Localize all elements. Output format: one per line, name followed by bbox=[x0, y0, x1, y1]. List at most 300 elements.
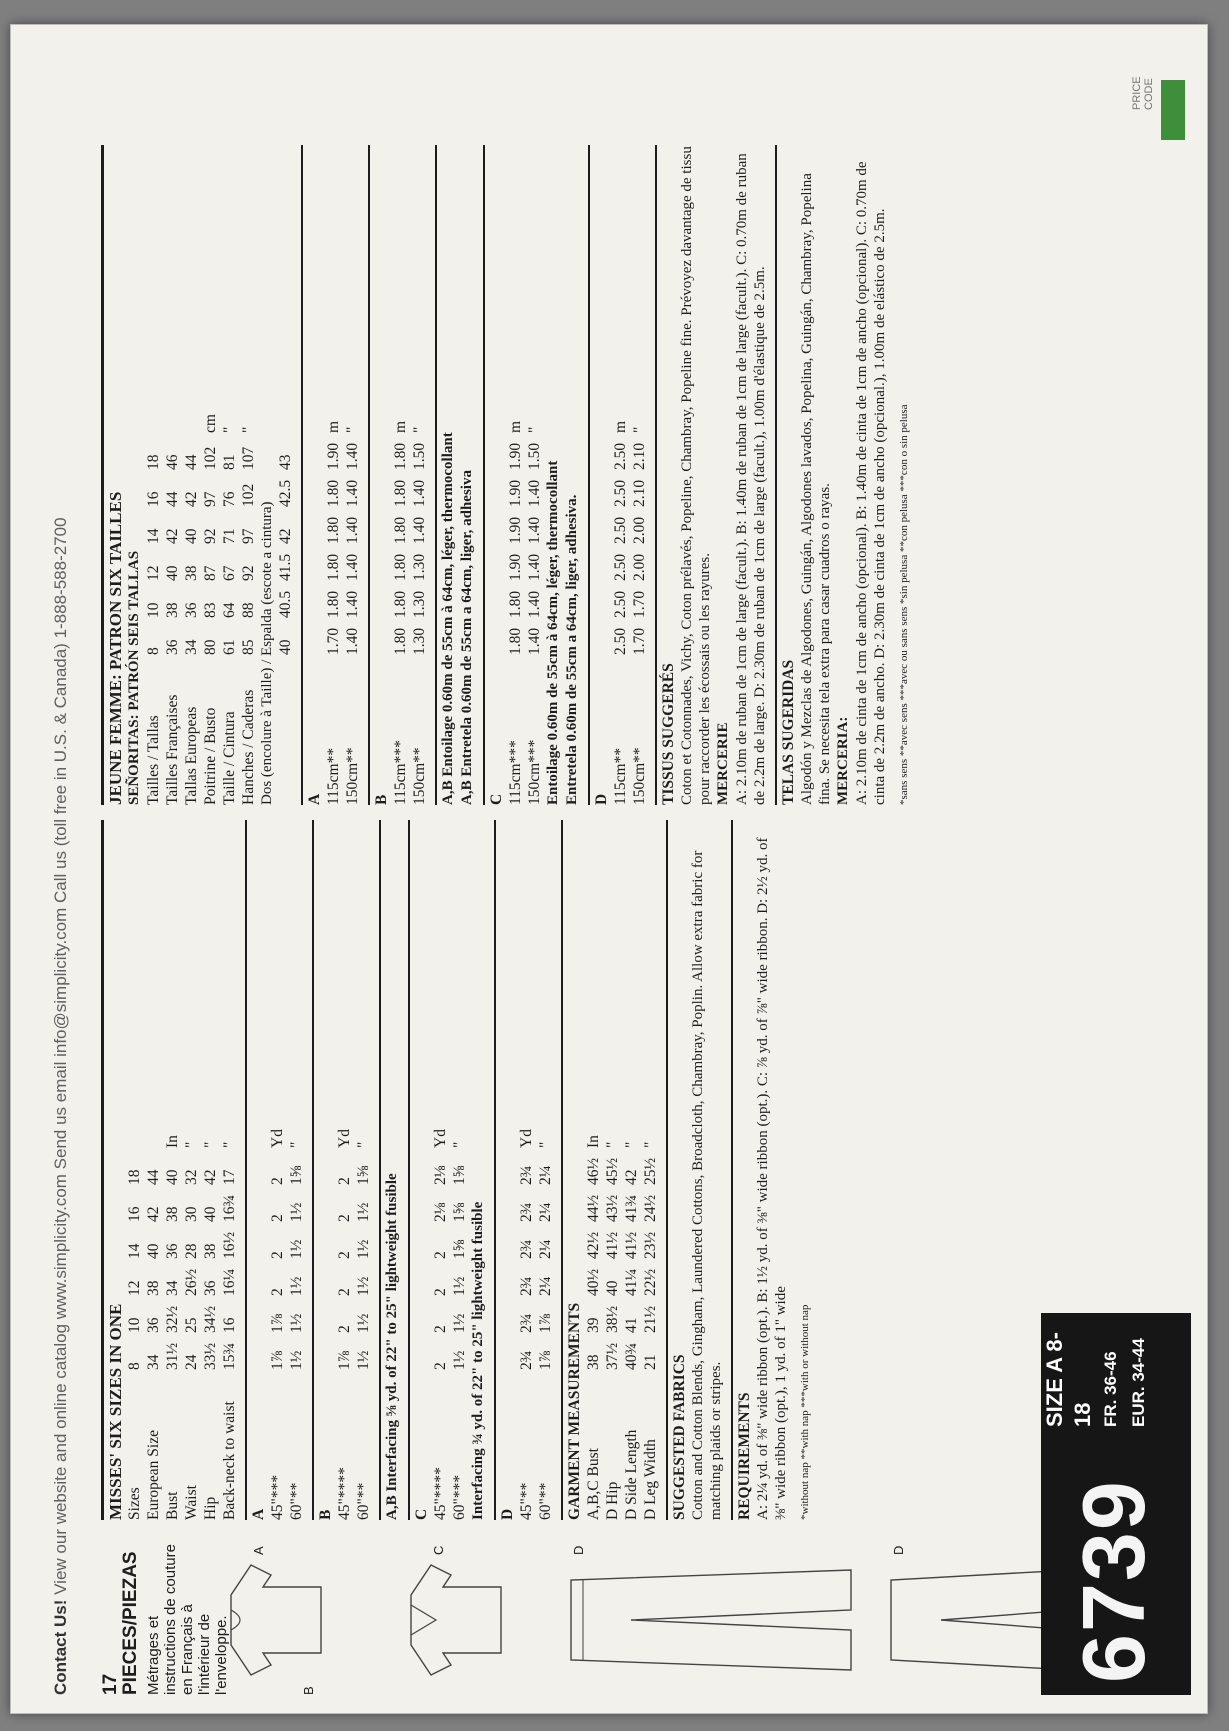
jeune-yardage-c bbox=[483, 145, 544, 805]
jeune-yardage-row-label: 115cm** bbox=[325, 747, 342, 805]
misses-yardage-cell: 2 bbox=[336, 1214, 353, 1222]
jeune-yardage-cell: 2.00 bbox=[631, 553, 648, 581]
c-entoilage: Entoilage 0.60m de 55cm à 64cm, léger, thermocollant bbox=[545, 460, 561, 805]
misses-yardage-cell: 1½ bbox=[355, 1202, 372, 1222]
misses-yardage-cell: 2¾ bbox=[518, 1165, 535, 1185]
misses-body-cell: 34½ bbox=[202, 1305, 219, 1333]
misses-body-row bbox=[125, 820, 144, 1520]
misses-body-row-label: Waist bbox=[183, 1485, 200, 1520]
misses-yardage-cell: 1½ bbox=[451, 1313, 468, 1333]
jeune-yardage-cell: 1.40 bbox=[526, 553, 543, 581]
misses-title: MISSES' SIX SIZES IN ONE bbox=[101, 820, 125, 1520]
ab-entretela: A,B Entretela 0.60m de 55cm a 64cm, liger, adhesiva bbox=[459, 470, 475, 805]
pieces-count: 17 PIECES/PIEZAS bbox=[100, 1551, 141, 1695]
jeune-yardage-cell: 2.10 bbox=[631, 479, 648, 507]
misses-yardage-cell: 2¼ bbox=[537, 1165, 554, 1185]
misses-yardage-cell: 1½ bbox=[451, 1350, 468, 1370]
misses-yardage-cell: 2 bbox=[336, 1251, 353, 1259]
jeune-body-cell: 61 bbox=[221, 639, 238, 655]
jeune-yardage-row bbox=[630, 145, 649, 805]
jeune-column bbox=[101, 145, 914, 805]
misses-yardage-row-label: 45"**** bbox=[432, 1467, 449, 1520]
misses-yardage-row bbox=[335, 820, 354, 1520]
tissus-title: TISSUS SUGGERÉS bbox=[655, 145, 678, 805]
misses-yardage-cell: 1½ bbox=[288, 1239, 305, 1259]
view-label-a: A bbox=[251, 1546, 266, 1555]
misses-body-cell: 38 bbox=[164, 1206, 181, 1222]
dos-cell: 42.5 bbox=[277, 479, 294, 507]
misses-body-unit: " bbox=[202, 1141, 219, 1148]
misses-body-cell: 10 bbox=[126, 1317, 143, 1333]
misses-yardage-row-label: 60"** bbox=[288, 1482, 305, 1520]
jeune-yardage bbox=[301, 145, 429, 805]
jeune-yardage-row bbox=[525, 145, 544, 805]
jeune-yardage-row-label: 150cm*** bbox=[526, 739, 543, 805]
misses-yardage-cell: 1½ bbox=[288, 1350, 305, 1370]
misses-yardage-cell: 1½ bbox=[355, 1239, 372, 1259]
telas-text: Algodón y Mezclas de Algodones, Guingán, Algodones lavados, Popelina, Guingán, Chambray, Popelina fina. Se necesita tela extra para casar cuadros o rayas. bbox=[799, 173, 833, 805]
fabrics-title: SUGGESTED FABRICS bbox=[666, 820, 689, 1520]
jeune-body-cell: 76 bbox=[221, 491, 238, 507]
garment-cell: 25½ bbox=[642, 1157, 659, 1185]
misses-body-unit: " bbox=[183, 1141, 200, 1148]
jeune-body-cell: 64 bbox=[221, 602, 238, 618]
jeune-body-cell: 18 bbox=[145, 454, 162, 470]
misses-body-row bbox=[220, 820, 239, 1520]
jeune-body-row-label: Tailles Françaises bbox=[164, 694, 181, 805]
garment-cell: 22½ bbox=[642, 1268, 659, 1296]
misses-yardage-cell: 2¼ bbox=[537, 1276, 554, 1296]
pattern-number: 6739 bbox=[1064, 1479, 1163, 1683]
misses-body-unit: In bbox=[164, 1135, 181, 1148]
misses-body-row bbox=[144, 820, 163, 1520]
rotated-sheet bbox=[51, 45, 1201, 1695]
jeune-yardage-row bbox=[343, 145, 362, 805]
jeune-yardage-view-label: A bbox=[301, 145, 324, 805]
jeune-yardage-unit: m bbox=[325, 420, 342, 433]
jeune-yardage-cell: 1.80 bbox=[325, 590, 342, 618]
misses-yardage-cell: 2⅛ bbox=[432, 1165, 449, 1185]
garment-cell: 46½ bbox=[585, 1157, 602, 1185]
jeune-yardage-row bbox=[324, 145, 343, 805]
jeune-yardage-cell: 1.30 bbox=[411, 627, 428, 655]
jeune-yardage-cell: 1.70 bbox=[325, 627, 342, 655]
misses-yardage-cell: 2¼ bbox=[537, 1202, 554, 1222]
garment-cell: 41½ bbox=[623, 1231, 640, 1259]
jeune-body-cell: 92 bbox=[202, 528, 219, 544]
jeune-yardage-row-label: 150cm** bbox=[411, 747, 428, 805]
misses-body-cell: 36 bbox=[145, 1317, 162, 1333]
misses-body-cell: 40 bbox=[202, 1206, 219, 1222]
misses-body-cell: 16½ bbox=[221, 1231, 238, 1259]
jeune-yardage-cell: 1.80 bbox=[392, 590, 409, 618]
requirements-title: REQUIREMENTS bbox=[731, 820, 754, 1520]
misses-yardage-cell: 1⅞ bbox=[269, 1350, 286, 1370]
jeune-yardage-cell: 1.70 bbox=[631, 627, 648, 655]
garment-title: GARMENT MEASUREMENTS bbox=[561, 820, 584, 1520]
garment-cell: 40¾ bbox=[623, 1342, 640, 1370]
garment-cell: 21½ bbox=[642, 1305, 659, 1333]
misses-yardage-row bbox=[536, 820, 555, 1520]
misses-body-cell: 40 bbox=[164, 1169, 181, 1185]
misses-yardage-row-label: 60"*** bbox=[451, 1474, 468, 1520]
misses-yardage-cell: 2 bbox=[336, 1325, 353, 1333]
misses-yardage-cell: 1⅞ bbox=[336, 1350, 353, 1370]
misses-yardage-cell: 1½ bbox=[451, 1276, 468, 1296]
misses-yardage-cell: 1⅝ bbox=[355, 1165, 372, 1185]
garment-cell: 38 bbox=[585, 1354, 602, 1370]
jeune-body-cell: 38 bbox=[164, 602, 181, 618]
jeune-body-cell: 107 bbox=[240, 446, 257, 470]
dos-cell: 43 bbox=[277, 454, 294, 470]
garment-unit: " bbox=[642, 1141, 659, 1148]
misses-yardage-cell: 2¾ bbox=[518, 1313, 535, 1333]
misses-footnote: *without nap **with nap ***with or without nap bbox=[799, 1304, 811, 1520]
jeune-body-cell: 14 bbox=[145, 528, 162, 544]
misses-body-cell: 40 bbox=[145, 1243, 162, 1259]
misses-body-cell: 36 bbox=[164, 1243, 181, 1259]
jeune-body-unit bbox=[182, 403, 201, 433]
jeune-yardage-cell: 1.40 bbox=[526, 590, 543, 618]
dos-cell: 41.5 bbox=[277, 553, 294, 581]
jeune-yardage-cell: 1.80 bbox=[392, 627, 409, 655]
pants-view-d-illustration bbox=[561, 1560, 861, 1680]
jeune-yardage-cell: 1.80 bbox=[507, 627, 524, 655]
top-view-c-illustration bbox=[401, 1555, 511, 1685]
misses-yardage-unit: " bbox=[355, 1141, 372, 1148]
garment-row-label: A,B,C Bust bbox=[585, 1448, 602, 1520]
jeune-yardage-cell: 1.40 bbox=[526, 516, 543, 544]
misses-yardage-row-label: 45"*** bbox=[269, 1474, 286, 1520]
jeune-body-cell: 42 bbox=[164, 528, 181, 544]
jeune-yardage-cell: 1.80 bbox=[392, 479, 409, 507]
jeune-yardage-cell: 1.30 bbox=[411, 553, 428, 581]
misses-yardage-cell: 2 bbox=[336, 1288, 353, 1296]
jeune-yardage-cell: 1.40 bbox=[344, 553, 361, 581]
garment-cell: 40 bbox=[604, 1280, 621, 1296]
size-label: SIZE A 8-18 bbox=[1042, 1332, 1095, 1427]
jeune-body-cell: 36 bbox=[164, 639, 181, 655]
misses-yardage-view-label: A bbox=[245, 820, 268, 1520]
view-label-d: D bbox=[571, 1545, 586, 1555]
misses-yardage-row bbox=[450, 820, 469, 1520]
misses-yardage-cell: 1⅞ bbox=[537, 1350, 554, 1370]
misses-yardage-cell: 1⅝ bbox=[451, 1202, 468, 1222]
misses-body-unit bbox=[144, 1118, 163, 1148]
misses-yardage-cell: 2¾ bbox=[518, 1276, 535, 1296]
jeune-body-cell: 80 bbox=[202, 639, 219, 655]
misses-yardage-cell: 1⅝ bbox=[451, 1239, 468, 1259]
requirements-text: A: 2¼ yd. of ⅜" wide ribbon (opt.). B: 1½ yd. of ⅜" wide ribbon (opt.). C: ⅞ yd. of ⅞" wide ribbon. D: 2½ yd. of ⅜" wide ribbon (opt.), 1 yd. of 1" wide bbox=[755, 837, 789, 1520]
misses-body-cell: 24 bbox=[183, 1354, 200, 1370]
misses-body-cell: 17 bbox=[221, 1169, 238, 1185]
garment-row bbox=[641, 820, 660, 1520]
mercerie-text: A: 2.10m de ruban de 1cm de large (facult.). B: 1.40m de ruban de 1cm de large (facult.). C: 0.70m de ruban de 2.2m de large. D: 2.30m de ruban de 1cm de large (facult.), 1.00m d'élastique de 2.5m. bbox=[734, 153, 768, 805]
jeune-yardage-cell: 2.10 bbox=[631, 442, 648, 470]
jeune-yardage-cell: 1.80 bbox=[392, 516, 409, 544]
garment-cell: 39 bbox=[585, 1317, 602, 1333]
misses-yardage-row bbox=[517, 820, 536, 1520]
ab-interfacing: A,B Interfacing ⅝ yd. of 22" to 25" lightweight fusible bbox=[379, 820, 402, 1520]
misses-yardage-cell: 2 bbox=[269, 1177, 286, 1185]
jeune-yardage-cell: 1.40 bbox=[344, 590, 361, 618]
jeune-body-cell: 44 bbox=[164, 491, 181, 507]
misses-body-cell: 31½ bbox=[164, 1342, 181, 1370]
jeune-body-row-label: Taille / Cintura bbox=[221, 711, 238, 805]
jeune-yardage-cell: 1.40 bbox=[344, 516, 361, 544]
jeune-body-cell: 16 bbox=[145, 491, 162, 507]
garment-cell: 43½ bbox=[604, 1194, 621, 1222]
jeune-yardage-cell: 1.50 bbox=[411, 442, 428, 470]
jeune-yardage-cell: 1.40 bbox=[411, 516, 428, 544]
jeune-body-row-label: Hanches / Caderas bbox=[240, 689, 257, 805]
misses-yardage-row bbox=[431, 820, 450, 1520]
jeune-yardage-cell: 1.70 bbox=[631, 590, 648, 618]
jeune-yardage-cell: 2.50 bbox=[612, 442, 629, 470]
misses-body-cell: 8 bbox=[126, 1362, 143, 1370]
garment-unit: In bbox=[585, 1135, 602, 1148]
misses-body-row bbox=[201, 820, 220, 1520]
misses-body-cell: 42 bbox=[145, 1206, 162, 1222]
garment-row bbox=[622, 820, 641, 1520]
jeune-body-unit bbox=[144, 403, 163, 433]
jeune-yardage-cell: 2.50 bbox=[612, 627, 629, 655]
misses-body-cell: 14 bbox=[126, 1243, 143, 1259]
misses-column bbox=[101, 820, 815, 1520]
misses-yardage-cell: 2¾ bbox=[518, 1202, 535, 1222]
jeune-body-cell: 44 bbox=[183, 454, 200, 470]
misses-body-row bbox=[182, 820, 201, 1520]
misses-yardage-cell: 1⅝ bbox=[288, 1165, 305, 1185]
misses-yardage-unit: " bbox=[451, 1141, 468, 1148]
jeune-yardage-cell: 1.80 bbox=[325, 516, 342, 544]
c-interfacing: Interfacing ¾ yd. of 22" to 25" lightweight fusible bbox=[470, 1201, 486, 1520]
ab-entoilage: A,B Entoilage 0.60m de 55cm à 64cm, léger, thermocollant bbox=[435, 145, 458, 805]
misses-yardage-row-label: 45"**** bbox=[336, 1467, 353, 1520]
garment-cell: 41 bbox=[623, 1317, 640, 1333]
garment-unit: " bbox=[604, 1141, 621, 1148]
jeune-yardage-cell: 1.90 bbox=[507, 553, 524, 581]
jeune-yardage-unit: " bbox=[526, 426, 543, 433]
jeune-body-row-label: Tailles / Tallas bbox=[145, 715, 162, 805]
jeune-yardage-cell: 1.80 bbox=[325, 553, 342, 581]
jeune-body-row bbox=[239, 145, 258, 805]
misses-body-cell: 15¾ bbox=[221, 1342, 238, 1370]
contact-bar bbox=[51, 45, 81, 1695]
jeune-yardage-cell: 1.30 bbox=[411, 590, 428, 618]
misses-yardage-cell: 1⅝ bbox=[451, 1165, 468, 1185]
jeune-yardage-unit: " bbox=[344, 426, 361, 433]
misses-body-unit bbox=[125, 1118, 144, 1148]
misses-body-cell: 32½ bbox=[164, 1305, 181, 1333]
jeune-body-unit: " bbox=[221, 426, 238, 433]
misses-body-row-label: Hip bbox=[202, 1496, 219, 1520]
misses-yardage-cell: 2¼ bbox=[537, 1239, 554, 1259]
misses-body-row-label: Sizes bbox=[126, 1487, 143, 1520]
jeune-yardage-unit: " bbox=[631, 426, 648, 433]
misses-yardage-cell: 2 bbox=[336, 1177, 353, 1185]
jeune-yardage-cell: 2.00 bbox=[631, 516, 648, 544]
dos-cell: 42 bbox=[277, 528, 294, 544]
fabrics-text: Cotton and Cotton Blends, Gingham, Laundered Cottons, Broadcloth, Chambray, Poplin. Allow extra fabric for matching plaids or stripes. bbox=[690, 850, 724, 1520]
misses-yardage-d bbox=[494, 820, 555, 1520]
jeune-yardage-row-label: 150cm** bbox=[344, 747, 361, 805]
garment-row-label: D Leg Width bbox=[642, 1439, 659, 1520]
misses-yardage bbox=[245, 820, 373, 1520]
c-entretela: Entretela 0.60m de 55cm a 64cm, liger, adhesiva. bbox=[564, 494, 580, 805]
misses-body-cell: 25 bbox=[183, 1317, 200, 1333]
fr-size: FR. 36-46 bbox=[1101, 1351, 1120, 1427]
jeune-yardage-cell: 1.40 bbox=[526, 627, 543, 655]
garment-cell: 44½ bbox=[585, 1194, 602, 1222]
jeune-body-unit bbox=[163, 403, 182, 433]
jeune-yardage-cell: 1.50 bbox=[526, 442, 543, 470]
jeune-body-cell: 92 bbox=[240, 565, 257, 581]
jeune-yardage-cell: 1.90 bbox=[507, 479, 524, 507]
senoritas-title: SEÑORITAS: PATRÓN SEIS TALLAS bbox=[126, 550, 142, 805]
jeune-yardage-cell: 1.80 bbox=[392, 442, 409, 470]
jeune-body-row bbox=[220, 145, 239, 805]
jeune-body-cell: 97 bbox=[240, 528, 257, 544]
jeune-body-cell: 34 bbox=[183, 639, 200, 655]
misses-body-cell: 16¾ bbox=[221, 1194, 238, 1222]
contact-text: View our website and online catalog www.simplicity.com Send us email info@simplicity.com Call us (toll free in U.S. & Canada) 1-888-588-2700 bbox=[51, 517, 70, 1595]
garment-cell: 41¼ bbox=[623, 1268, 640, 1296]
garment-cell: 40½ bbox=[585, 1268, 602, 1296]
misses-body-row bbox=[163, 820, 182, 1520]
misses-yardage-row-label: 60"** bbox=[355, 1482, 372, 1520]
view-label-b: B bbox=[301, 1686, 316, 1695]
misses-yardage-row bbox=[268, 820, 287, 1520]
misses-yardage-c bbox=[408, 820, 469, 1520]
jeune-body-cell: 67 bbox=[221, 565, 238, 581]
jeune-yardage-row bbox=[391, 145, 410, 805]
jeune-body-cell: 8 bbox=[145, 647, 162, 655]
dos-row bbox=[276, 145, 295, 805]
misses-yardage-cell: 2 bbox=[432, 1288, 449, 1296]
jeune-yardage-cell: 2.50 bbox=[612, 590, 629, 618]
garment-cell: 23½ bbox=[642, 1231, 659, 1259]
misses-yardage-row-label: 45"** bbox=[518, 1482, 535, 1520]
jeune-yardage-cell: 1.80 bbox=[392, 553, 409, 581]
dos-cell: 40 bbox=[277, 639, 294, 655]
view-label-c: C bbox=[431, 1545, 446, 1555]
garment-row-label: D Hip bbox=[604, 1481, 621, 1520]
jeune-body-row bbox=[163, 145, 182, 805]
dos-cell: 40.5 bbox=[277, 590, 294, 618]
misses-yardage-row bbox=[287, 820, 306, 1520]
misses-body-cell: 30 bbox=[183, 1206, 200, 1222]
price-code: PRICE CODE bbox=[1131, 76, 1155, 110]
misses-yardage-cell: 1½ bbox=[355, 1313, 372, 1333]
misses-yardage-unit: " bbox=[537, 1141, 554, 1148]
top-view-a-illustration bbox=[221, 1555, 331, 1685]
misses-body-row-label: Back-neck to waist bbox=[221, 1401, 238, 1520]
view-label-d2: D bbox=[891, 1545, 906, 1555]
jeune-body-cell: 46 bbox=[164, 454, 181, 470]
misses-yardage-unit: Yd bbox=[518, 1129, 535, 1148]
misses-yardage-view-label: C bbox=[408, 820, 431, 1520]
misses-yardage-cell: 1⅞ bbox=[269, 1313, 286, 1333]
jeune-yardage-cell: 2.50 bbox=[612, 553, 629, 581]
misses-yardage-cell: 1½ bbox=[288, 1202, 305, 1222]
misses-yardage-view-label: B bbox=[312, 820, 335, 1520]
garment-cell: 41¾ bbox=[623, 1194, 640, 1222]
telas-title: TELAS SUGERIDAS bbox=[775, 145, 798, 805]
misses-yardage-cell: 2⅛ bbox=[432, 1202, 449, 1222]
misses-body-cell: 12 bbox=[126, 1280, 143, 1296]
dos-values bbox=[276, 145, 295, 805]
jeune-yardage-cell: 2.50 bbox=[612, 516, 629, 544]
misses-body-cell: 28 bbox=[183, 1243, 200, 1259]
size-box bbox=[1041, 1313, 1191, 1433]
jeune-body-cell: 83 bbox=[202, 602, 219, 618]
jeune-yardage-cell: 1.80 bbox=[507, 590, 524, 618]
garment-cell: 21 bbox=[642, 1354, 659, 1370]
garment-table bbox=[584, 820, 660, 1520]
jeune-body-cell: 10 bbox=[145, 602, 162, 618]
misses-yardage-cell: 2 bbox=[269, 1214, 286, 1222]
misses-body-table bbox=[125, 820, 239, 1520]
misses-yardage-cell: 1½ bbox=[355, 1350, 372, 1370]
jeune-yardage-view-label: B bbox=[368, 145, 391, 805]
misses-body-row-label: European Size bbox=[145, 1430, 162, 1520]
misses-body-row-label: Bust bbox=[164, 1491, 181, 1520]
jeune-yardage-cell: 1.40 bbox=[411, 479, 428, 507]
garment-cell: 42 bbox=[623, 1169, 640, 1185]
jeune-body-cell: 38 bbox=[183, 565, 200, 581]
garment-row bbox=[603, 820, 622, 1520]
pattern-number-box bbox=[1041, 1425, 1191, 1695]
tissus-text: Coton et Cotonnades, Vichy, Coton prélavés, Popeline, Chambray, Popeline fine. Prévoyez davantage de tissu pour raccorder les écossais ou les rayures. bbox=[679, 146, 713, 805]
jeune-yardage-row-label: 115cm*** bbox=[392, 740, 409, 805]
misses-yardage-cell: 1½ bbox=[288, 1313, 305, 1333]
misses-yardage-row bbox=[354, 820, 373, 1520]
misses-body-cell: 32 bbox=[183, 1169, 200, 1185]
brand-logo bbox=[1161, 80, 1185, 140]
jeune-body-cell: 40 bbox=[164, 565, 181, 581]
misses-body-cell: 26½ bbox=[183, 1268, 200, 1296]
jeune-body-cell: 102 bbox=[240, 483, 257, 507]
garment-cell: 37½ bbox=[604, 1342, 621, 1370]
jeune-yardage-cell: 2.50 bbox=[612, 479, 629, 507]
misses-body-cell: 16 bbox=[126, 1206, 143, 1222]
garment-cell: 38½ bbox=[604, 1305, 621, 1333]
misses-body-cell: 33½ bbox=[202, 1342, 219, 1370]
jeune-body-row-label: Poitrine / Busto bbox=[202, 707, 219, 805]
misses-yardage-cell: 2¾ bbox=[518, 1350, 535, 1370]
misses-body-cell: 18 bbox=[126, 1169, 143, 1185]
misses-yardage-row-label: 60"** bbox=[537, 1482, 554, 1520]
misses-yardage-view-label: D bbox=[494, 820, 517, 1520]
garment-cell: 24½ bbox=[642, 1194, 659, 1222]
jeune-yardage-unit: m bbox=[392, 420, 409, 433]
garment-row bbox=[584, 820, 603, 1520]
contact-label: Contact Us! bbox=[51, 1599, 70, 1695]
misses-yardage-cell: 1⅞ bbox=[537, 1313, 554, 1333]
jeune-body-cell: 88 bbox=[240, 602, 257, 618]
misses-body-cell: 34 bbox=[164, 1280, 181, 1296]
misses-yardage-unit: Yd bbox=[336, 1129, 353, 1148]
jeune-body-cell: 71 bbox=[221, 528, 238, 544]
dos-row-spacer bbox=[276, 655, 295, 805]
misses-body-cell: 16 bbox=[221, 1317, 238, 1333]
jeune-yardage-cell: 1.40 bbox=[344, 627, 361, 655]
misses-body-cell: 42 bbox=[202, 1169, 219, 1185]
misses-body-cell: 36 bbox=[202, 1280, 219, 1296]
jeune-yardage-row-label: 150cm** bbox=[631, 747, 648, 805]
jeune-yardage-row bbox=[506, 145, 525, 805]
